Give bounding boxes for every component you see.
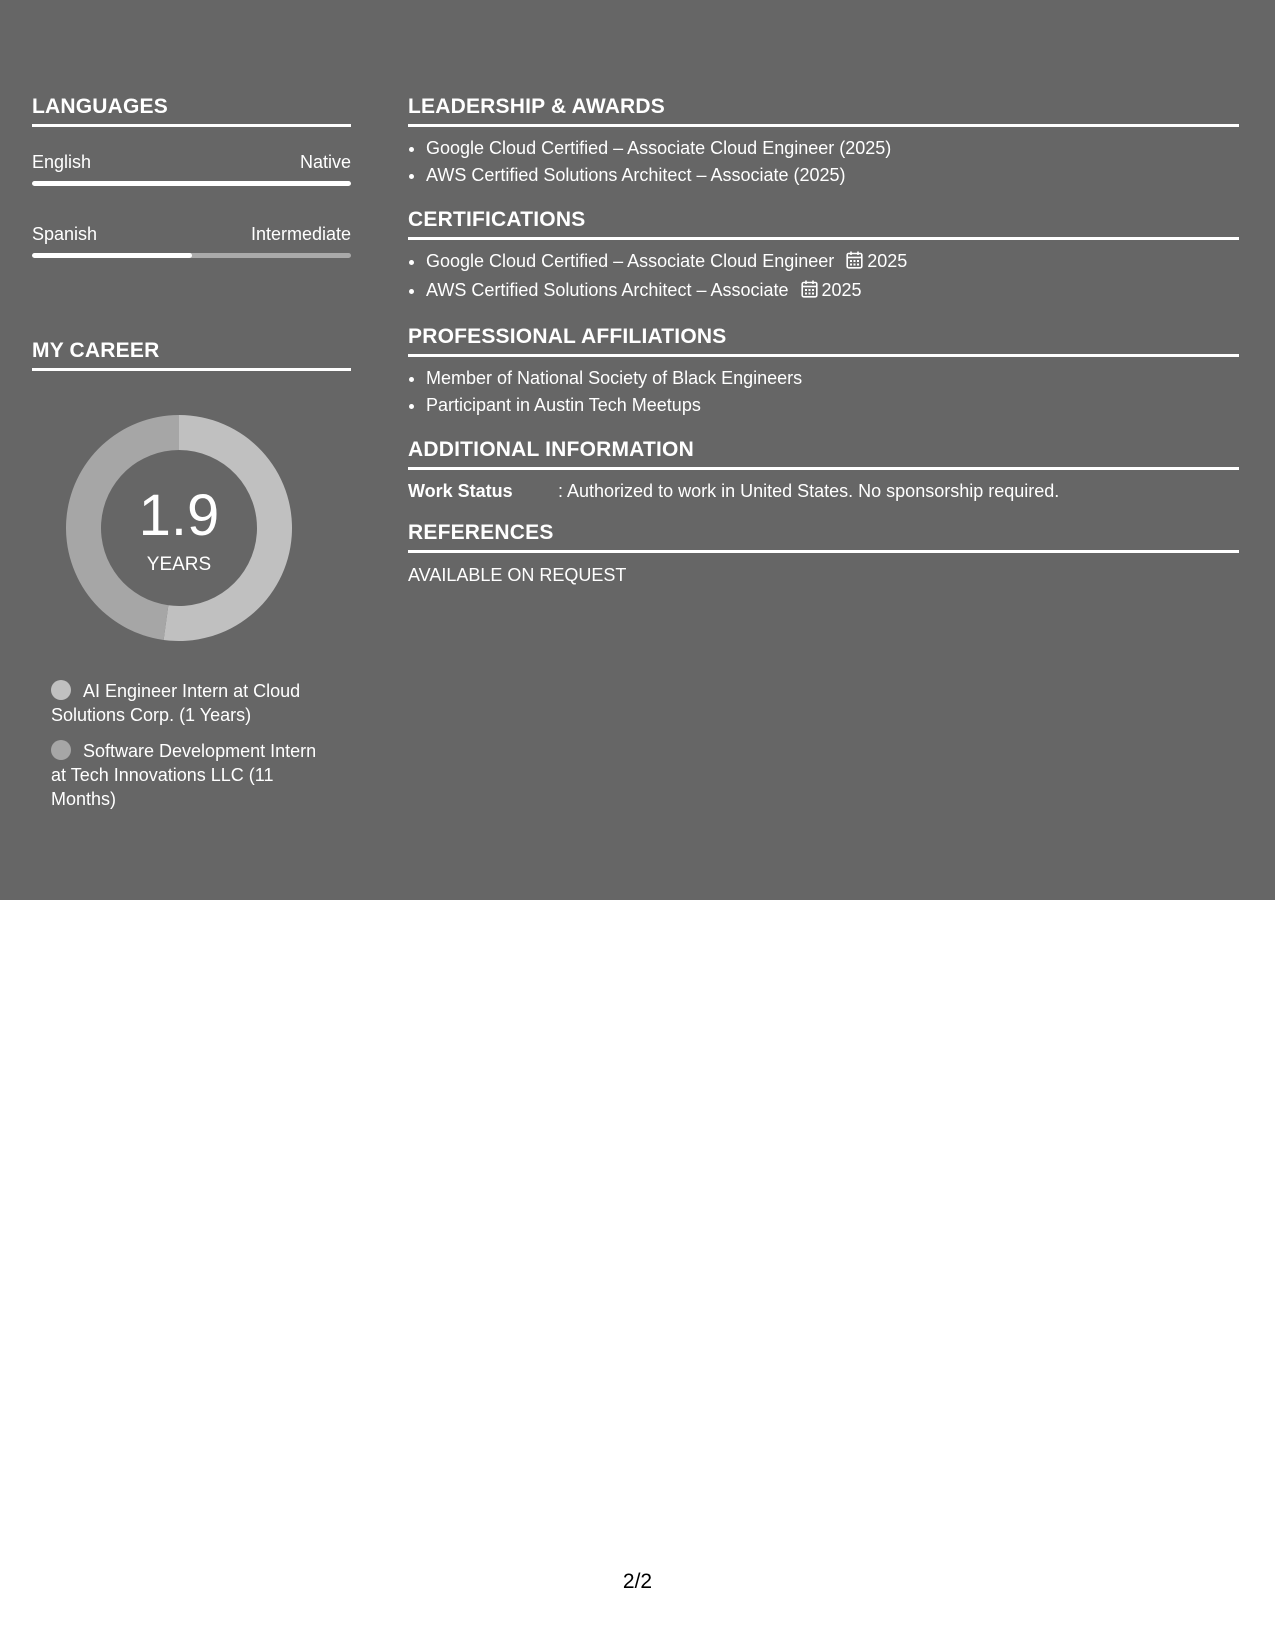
references-title: REFERENCES — [408, 521, 554, 544]
language-level: Native — [299, 152, 351, 172]
additional-info-section — [408, 437, 1239, 502]
leadership-rule — [408, 124, 1239, 127]
legend-dot — [51, 740, 71, 760]
list-item: • Member of National Society of Black Engineers — [426, 365, 1239, 392]
certifications-list — [408, 248, 1239, 306]
leadership-section — [408, 94, 1239, 189]
calendar-icon — [801, 279, 818, 306]
certification-name: AWS Certified Solutions Architect – Associate — [426, 280, 789, 300]
language-proficiency-fill — [32, 253, 192, 258]
language-name: English — [32, 152, 92, 172]
legend-item — [51, 739, 321, 811]
leadership-title: LEADERSHIP & AWARDS — [408, 95, 665, 118]
certification-name: Google Cloud Certified – Associate Cloud Engineer — [426, 251, 835, 271]
career-total-unit: YEARS — [146, 554, 212, 575]
certification-year: 2025 — [821, 280, 862, 300]
left-column — [32, 94, 351, 823]
references-rule — [408, 550, 1239, 553]
language-name: Spanish — [32, 224, 98, 244]
language-english — [32, 151, 351, 186]
additional-info-rule — [408, 467, 1239, 470]
career-legend — [51, 679, 321, 811]
language-level: Intermediate — [250, 224, 351, 244]
certifications-title: CERTIFICATIONS — [408, 208, 586, 231]
certification-year: 2025 — [867, 251, 908, 271]
work-status-label: Work Status — [408, 481, 513, 501]
work-status-row — [408, 480, 1239, 502]
language-proficiency-fill — [32, 181, 351, 186]
calendar-icon — [846, 250, 863, 277]
career-section — [32, 338, 351, 811]
list-item: • AWS Certified Solutions Architect – Associate (2025) — [426, 162, 1239, 189]
page-number: 2/2 — [622, 1570, 653, 1593]
list-item: • Participant in Austin Tech Meetups — [426, 392, 1239, 419]
affiliations-section — [408, 324, 1239, 419]
affiliations-title: PROFESSIONAL AFFILIATIONS — [408, 325, 727, 348]
right-column — [408, 94, 1239, 604]
legend-item — [51, 679, 321, 727]
certifications-section — [408, 207, 1239, 306]
career-donut-chart — [66, 415, 292, 641]
career-rule — [32, 368, 351, 371]
donut-center — [66, 415, 292, 641]
languages-title: LANGUAGES — [32, 95, 168, 118]
affiliations-rule — [408, 354, 1239, 357]
additional-info-title: ADDITIONAL INFORMATION — [408, 438, 694, 461]
legend-dot — [51, 680, 71, 700]
affiliations-list — [408, 365, 1239, 419]
work-status-value: : Authorized to work in United States. No sponsorship required. — [558, 481, 1060, 501]
career-total-years: 1.9 — [138, 483, 220, 548]
languages-section — [32, 94, 351, 258]
legend-label: AI Engineer Intern at Cloud Solutions Corp. (1 Years) — [51, 681, 301, 725]
references-section — [408, 520, 1239, 586]
list-item — [426, 277, 1239, 306]
career-title: MY CAREER — [32, 339, 160, 362]
references-text: AVAILABLE ON REQUEST — [408, 565, 627, 585]
list-item — [426, 248, 1239, 277]
list-item: • Google Cloud Certified – Associate Cloud Engineer (2025) — [426, 135, 1239, 162]
languages-rule — [32, 124, 351, 127]
language-row — [32, 223, 351, 245]
language-spanish — [32, 223, 351, 258]
leadership-list — [408, 135, 1239, 189]
language-row — [32, 151, 351, 173]
language-proficiency-bar — [32, 181, 351, 186]
language-proficiency-bar — [32, 253, 351, 258]
legend-label: Software Development Intern at Tech Innovations LLC (11 Months) — [51, 741, 317, 809]
certifications-rule — [408, 237, 1239, 240]
